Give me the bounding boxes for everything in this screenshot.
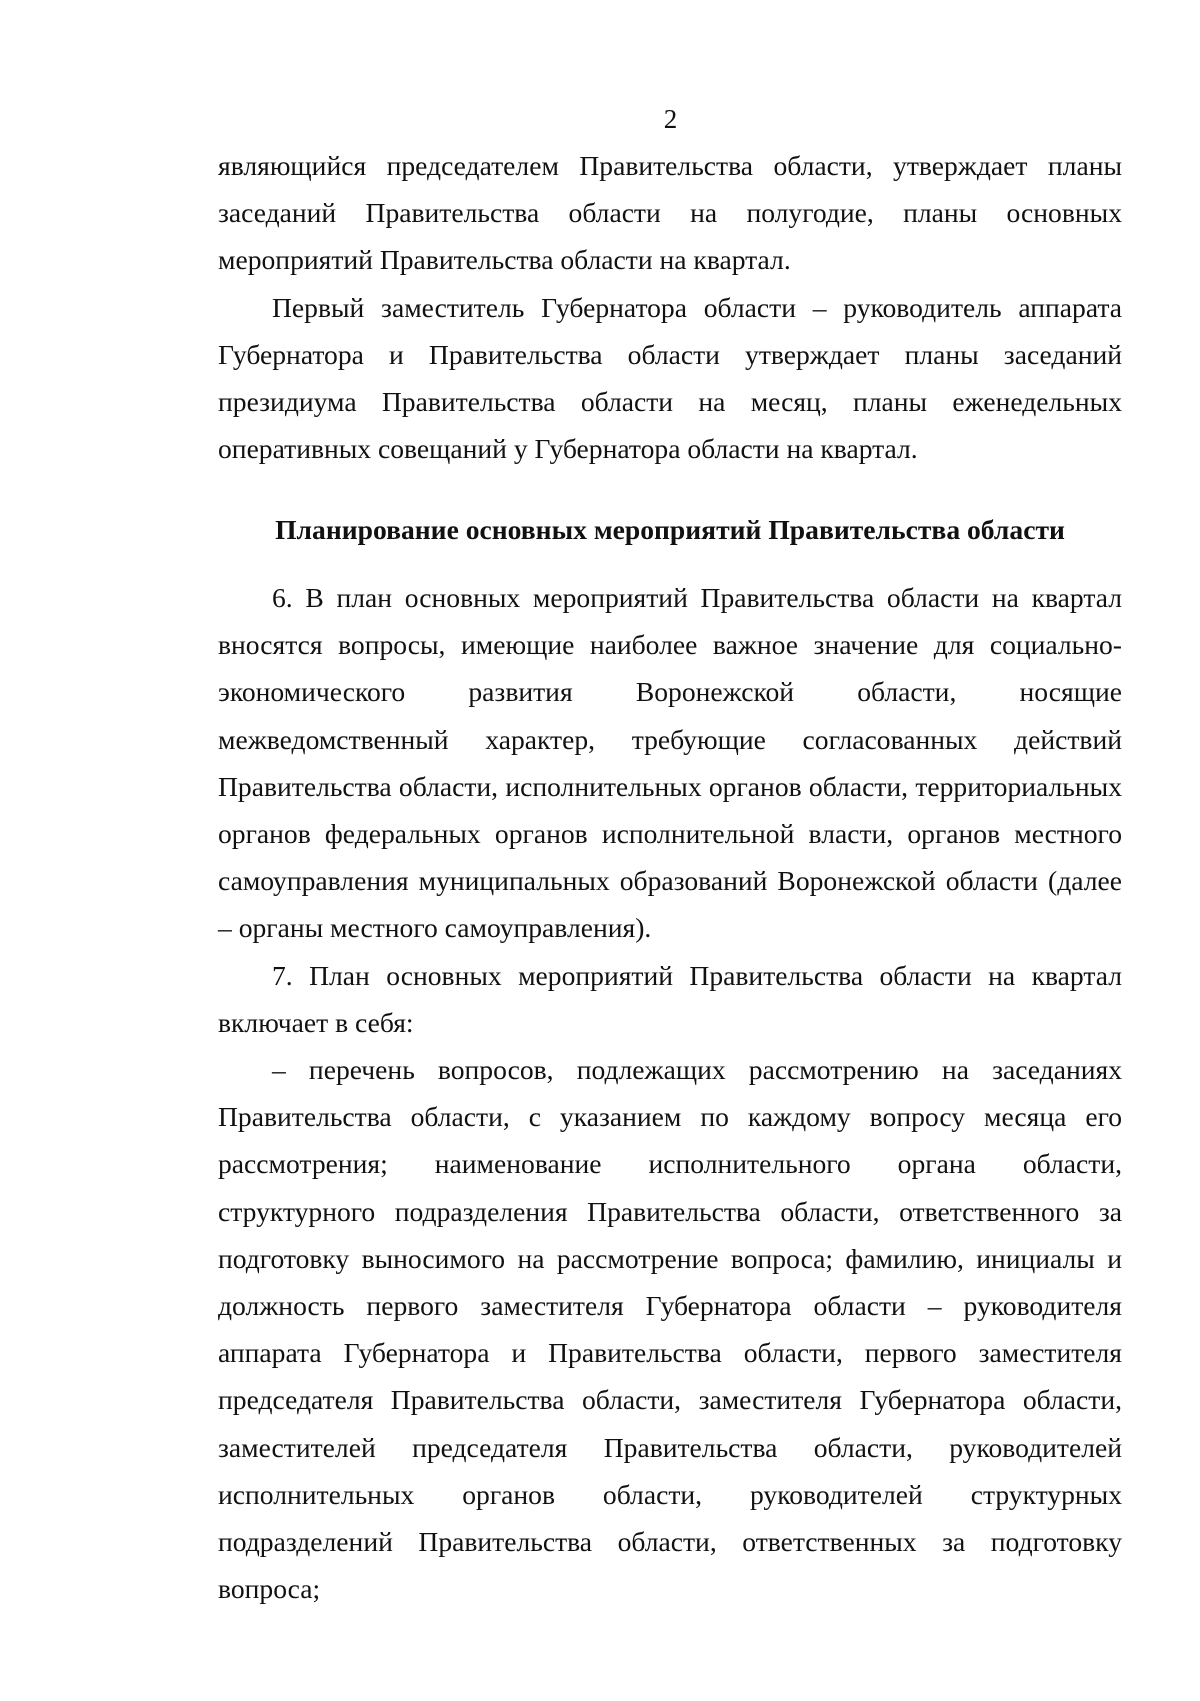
paragraph-item-6: 6. В план основных мероприятий Правительства области на квартал вносятся вопросы, имеющие наиболее важное значение для социально-экономического развития Воронежской области, носящие межведомственный характер, требующие согласованных действий Правительства области, исполнительных органов области, территориальных органов федеральных органов исполнительной власти, органов местного самоуправления муниципальных образований Воронежской области (далее – органы местного самоуправления). <box>218 582 1122 944</box>
section-heading: Планирование основных мероприятий Правительства области <box>275 514 1065 545</box>
paragraph-item-7: 7. План основных мероприятий Правительства области на квартал включает в себя: <box>218 959 1122 1038</box>
text-block-section <box>218 574 1122 1612</box>
page-number: 2 <box>663 104 678 134</box>
paragraph-list-item: – перечень вопросов, подлежащих рассмотрению на заседаниях Правительства области, с указанием по каждому вопросу месяца его рассмотрения; наименование исполнительного органа области, структурного подразделения Правительства области, ответственного за подготовку выносимого на рассмотрение вопроса; фамилию, инициалы и должность первого заместителя Губернатора области – руководителя аппарата Губернатора и Правительства области, первого заместителя председателя Правительства области, заместителя Губернатора области, заместителей председателя Правительства области, руководителей исполнительных органов области, руководителей структурных подразделений Правительства области, ответственных за подготовку вопроса; <box>218 1054 1122 1605</box>
paragraph-continuation: являющийся председателем Правительства области, утверждает планы заседаний Правительства области на полугодие, планы основных мероприятий Правительства области на квартал. <box>218 150 1122 276</box>
paragraph-first-deputy: Первый заместитель Губернатора области – руководитель аппарата Губернатора и Правительства области утверждает планы заседаний президиума Правительства области на месяц, планы еженедельных оперативных совещаний у Губернатора области на квартал. <box>218 291 1122 465</box>
text-block-top <box>218 142 1122 472</box>
